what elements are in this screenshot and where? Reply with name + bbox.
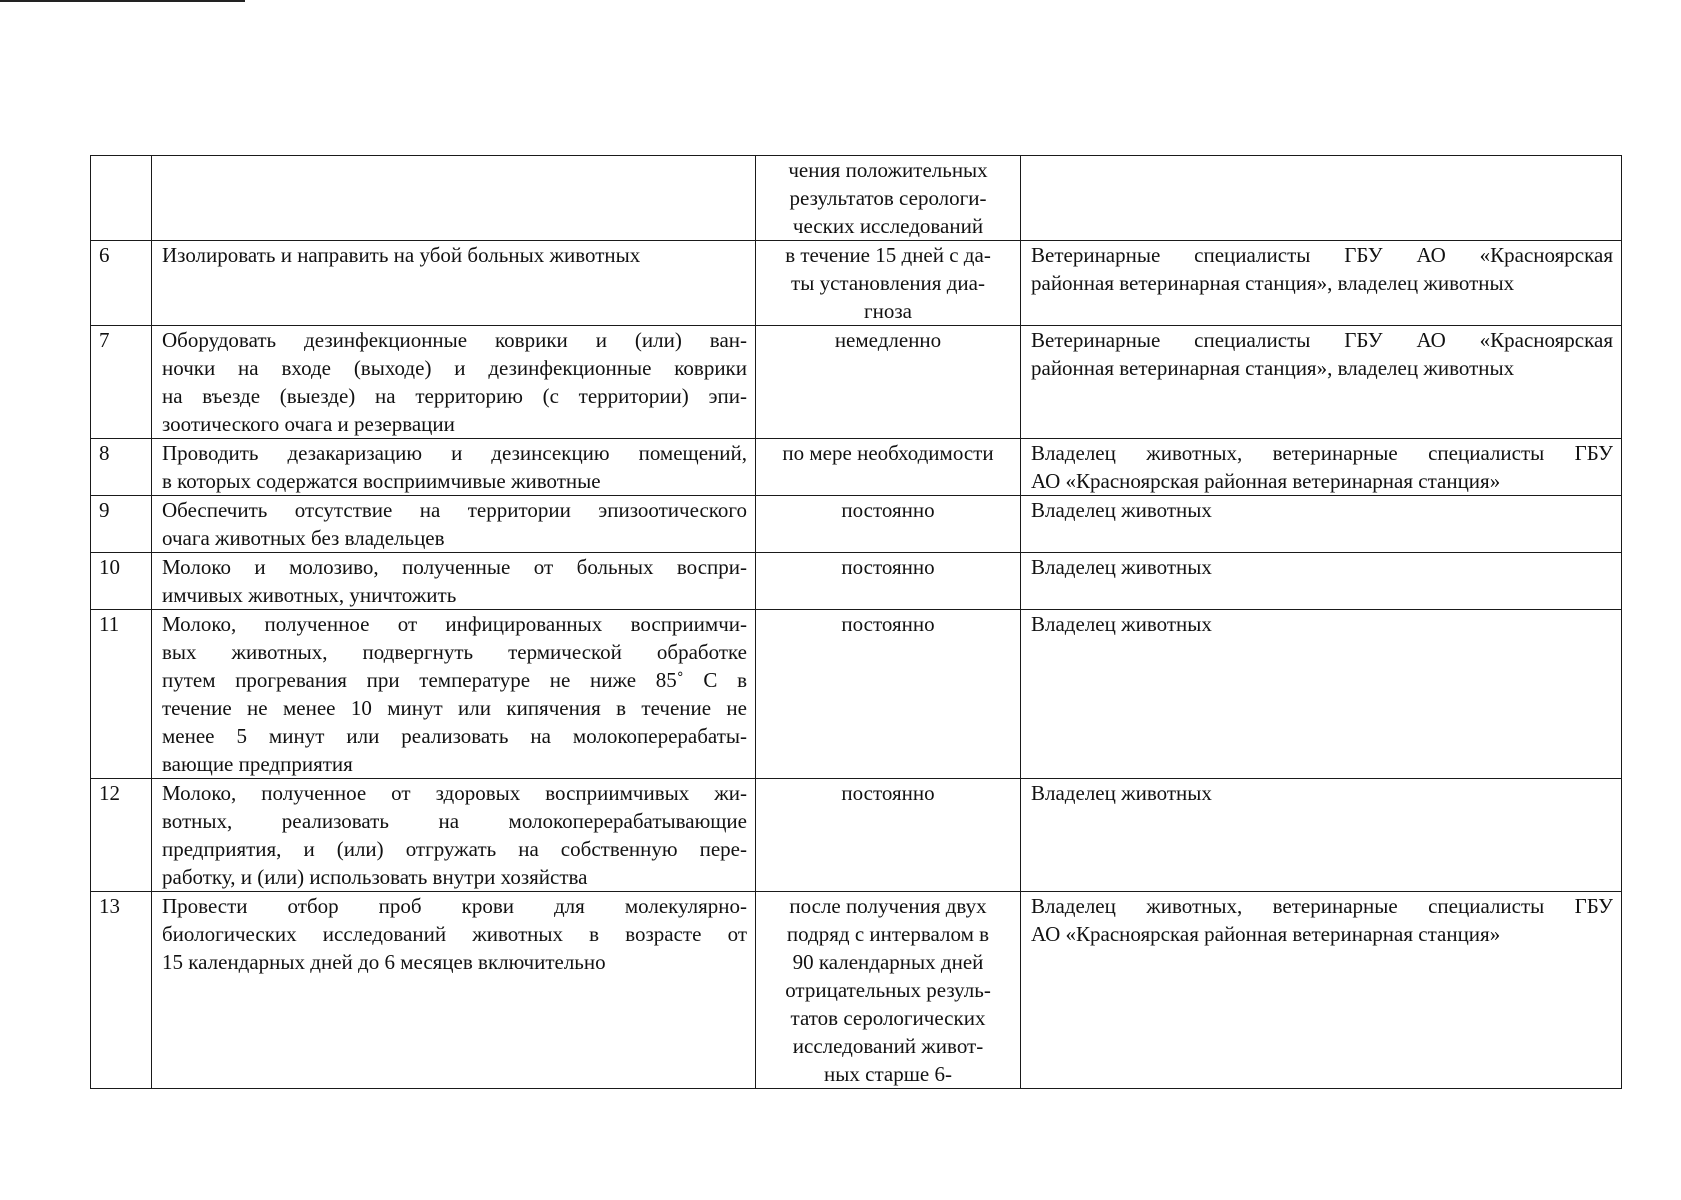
action-cell-line: Изолировать и направить на убой больных животных xyxy=(162,243,641,267)
action-cell-line: на въезде (выезде) на территорию (с территории) эпи- xyxy=(162,384,747,408)
term-cell-line: исследований живот- xyxy=(792,1034,984,1058)
action-cell xyxy=(152,439,756,496)
responsible-cell xyxy=(1021,892,1622,1089)
row-number: 6 xyxy=(91,241,152,326)
term-cell-line: ты установления диа- xyxy=(791,271,985,295)
action-cell-line: вых животных, подвергнуть термической обработке xyxy=(162,640,747,664)
action-cell xyxy=(152,156,756,241)
row-number: 7 xyxy=(91,326,152,439)
term-cell xyxy=(756,496,1021,553)
term-cell-line: постоянно xyxy=(841,555,935,579)
term-cell-line: по мере необходимости xyxy=(782,441,994,465)
responsible-cell-line: Ветеринарные специалисты ГБУ АО «Красноярская xyxy=(1031,328,1613,352)
term-cell xyxy=(756,326,1021,439)
row-number: 8 xyxy=(91,439,152,496)
action-cell-line: предприятия, и (или) отгружать на собственную пере- xyxy=(162,837,747,861)
responsible-cell xyxy=(1021,779,1622,892)
responsible-cell-line: Владелец животных xyxy=(1031,612,1212,636)
responsible-cell xyxy=(1021,326,1622,439)
term-cell xyxy=(756,779,1021,892)
term-cell-line: чения положительных xyxy=(788,158,988,182)
responsible-cell-line: Владелец животных xyxy=(1031,781,1212,805)
action-cell-line: Обеспечить отсутствие на территории эпизоотического xyxy=(162,498,747,522)
action-cell-line: Оборудовать дезинфекционные коврики и (или) ван- xyxy=(162,328,747,352)
table-row xyxy=(91,156,1622,241)
responsible-cell-line: Владелец животных, ветеринарные специалисты ГБУ xyxy=(1031,441,1613,465)
action-cell xyxy=(152,496,756,553)
action-cell-line: Молоко, полученное от инфицированных восприимчи- xyxy=(162,612,747,636)
table-row xyxy=(91,553,1622,610)
responsible-cell-line: Владелец животных xyxy=(1031,498,1212,522)
term-cell-line: после получения двух xyxy=(789,894,987,918)
responsible-cell xyxy=(1021,439,1622,496)
term-cell xyxy=(756,439,1021,496)
term-cell-line: немедленно xyxy=(834,328,942,352)
responsible-cell-line: Владелец животных, ветеринарные специалисты ГБУ xyxy=(1031,894,1613,918)
table-row xyxy=(91,326,1622,439)
term-cell xyxy=(756,610,1021,779)
action-cell-line: Провести отбор проб крови для молекулярно- xyxy=(162,894,747,918)
term-cell-line: постоянно xyxy=(841,781,935,805)
term-cell xyxy=(756,156,1021,241)
action-cell-line: путем прогревания при температуре не ниже 85˚ С в xyxy=(162,668,747,692)
responsible-cell-line: АО «Красноярская районная ветеринарная станция» xyxy=(1031,922,1501,946)
table-row xyxy=(91,439,1622,496)
measures-table xyxy=(90,155,1622,1089)
responsible-cell-line: Владелец животных xyxy=(1031,555,1212,579)
table-row xyxy=(91,610,1622,779)
action-cell xyxy=(152,553,756,610)
row-number: 11 xyxy=(91,610,152,779)
action-cell-line: менее 5 минут или реализовать на молокоперерабаты- xyxy=(162,724,747,748)
table-row xyxy=(91,496,1622,553)
action-cell-line: зоотического очага и резервации xyxy=(162,412,455,436)
term-cell-line: в течение 15 дней с да- xyxy=(785,243,991,267)
action-cell-line: очага животных без владельцев xyxy=(162,526,445,550)
term-cell-line: 90 календарных дней xyxy=(792,950,984,974)
row-number: 9 xyxy=(91,496,152,553)
row-number: 12 xyxy=(91,779,152,892)
action-cell-line: ночки на входе (выходе) и дезинфекционные коврики xyxy=(162,356,747,380)
action-cell xyxy=(152,892,756,1089)
action-cell-line: Молоко, полученное от здоровых восприимчивых жи- xyxy=(162,781,747,805)
table-body xyxy=(91,156,1622,1089)
responsible-cell-line: Ветеринарные специалисты ГБУ АО «Красноярская xyxy=(1031,243,1613,267)
term-cell-line: результатов серологи- xyxy=(789,186,987,210)
action-cell xyxy=(152,610,756,779)
table-row xyxy=(91,779,1622,892)
action-cell-line: течение не менее 10 минут или кипячения в течение не xyxy=(162,696,747,720)
table-row xyxy=(91,892,1622,1089)
term-cell-line: ных старше 6- xyxy=(824,1062,952,1086)
responsible-cell-line: АО «Красноярская районная ветеринарная станция» xyxy=(1031,469,1501,493)
action-cell xyxy=(152,779,756,892)
action-cell xyxy=(152,241,756,326)
table-row xyxy=(91,241,1622,326)
term-cell-line: отрицательных резуль- xyxy=(785,978,991,1002)
term-cell xyxy=(756,241,1021,326)
scan-edge-line xyxy=(0,0,245,2)
term-cell-line: гноза xyxy=(864,299,912,323)
action-cell-line: имчивых животных, уничтожить xyxy=(162,583,457,607)
responsible-cell xyxy=(1021,156,1622,241)
term-cell-line: постоянно xyxy=(841,498,935,522)
responsible-cell xyxy=(1021,496,1622,553)
responsible-cell xyxy=(1021,553,1622,610)
action-cell-line: биологических исследований животных в возрасте от xyxy=(162,922,747,946)
action-cell xyxy=(152,326,756,439)
term-cell xyxy=(756,553,1021,610)
term-cell-line: татов серологических xyxy=(790,1006,986,1030)
action-cell-line: работку, и (или) использовать внутри хозяйства xyxy=(162,865,588,889)
row-number: 13 xyxy=(91,892,152,1089)
action-cell-line: 15 календарных дней до 6 месяцев включительно xyxy=(162,950,606,974)
action-cell-line: в которых содержатся восприимчивые животные xyxy=(162,469,601,493)
responsible-cell-line: районная ветеринарная станция», владелец животных xyxy=(1031,271,1515,295)
responsible-cell-line: районная ветеринарная станция», владелец животных xyxy=(1031,356,1515,380)
row-number xyxy=(91,156,152,241)
term-cell-line: подряд с интервалом в xyxy=(786,922,990,946)
term-cell-line: ческих исследований xyxy=(792,214,984,238)
responsible-cell xyxy=(1021,610,1622,779)
term-cell xyxy=(756,892,1021,1089)
term-cell-line: постоянно xyxy=(841,612,935,636)
action-cell-line: вающие предприятия xyxy=(162,752,353,776)
row-number: 10 xyxy=(91,553,152,610)
responsible-cell xyxy=(1021,241,1622,326)
action-cell-line: вотных, реализовать на молокоперерабатывающие xyxy=(162,809,747,833)
action-cell-line: Проводить дезакаризацию и дезинсекцию помещений, xyxy=(162,441,747,465)
action-cell-line: Молоко и молозиво, полученные от больных воспри- xyxy=(162,555,747,579)
